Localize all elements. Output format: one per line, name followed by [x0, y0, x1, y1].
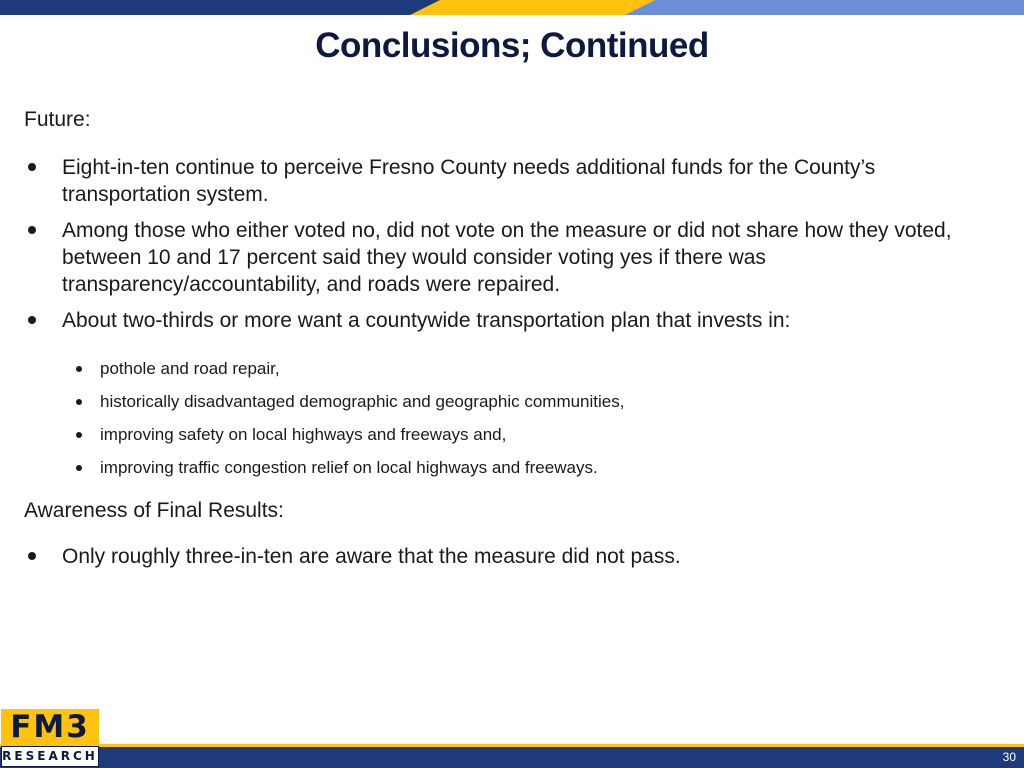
bullet-dot-icon	[28, 163, 36, 171]
bullet-dot-icon	[28, 552, 36, 560]
bullet-text: About two-thirds or more want a countywide transportation plan that invests in:	[62, 309, 791, 332]
bullet-text: Eight-in-ten continue to perceive Fresno County needs additional funds for the County’s transportation system.	[62, 156, 876, 206]
bullet-text: Only roughly three-in-ten are aware that the measure did not pass.	[62, 545, 681, 568]
bullet-dot-icon	[76, 366, 82, 372]
page-number: 30	[1002, 750, 1016, 764]
list-item	[24, 543, 1009, 570]
bullet-dot-icon	[28, 226, 36, 234]
bullet-text: Among those who either voted no, did not vote on the measure or did not share how they voted, between 10 and 17 percent said they would consider voting yes if there was transparency/accountability, and roads were repaired.	[62, 219, 952, 296]
fm3-research-logo	[1, 709, 99, 768]
list-item	[72, 457, 972, 479]
sub-bullet-text: pothole and road repair,	[100, 359, 280, 378]
bullet-dot-icon	[76, 465, 82, 471]
logo-fm3-text: FM3	[1, 709, 99, 746]
awareness-heading: Awareness of Final Results:	[24, 499, 284, 522]
list-item	[24, 307, 1009, 334]
bullet-dot-icon	[28, 316, 36, 324]
list-item	[24, 154, 1009, 208]
bullet-dot-icon	[76, 432, 82, 438]
list-item	[24, 217, 1009, 298]
future-heading: Future:	[24, 108, 91, 131]
future-bullet-list	[24, 154, 1009, 343]
sub-bullet-text: improving safety on local highways and freeways and,	[100, 425, 507, 444]
sub-bullet-text: improving traffic congestion relief on local highways and freeways.	[100, 458, 598, 477]
investment-sub-list	[72, 358, 972, 490]
top-decorative-band	[0, 0, 1024, 15]
logo-research-text: RESEARCH	[1, 746, 99, 767]
bullet-dot-icon	[76, 399, 82, 405]
list-item	[72, 358, 972, 380]
sub-bullet-text: historically disadvantaged demographic and geographic communities,	[100, 392, 625, 411]
awareness-bullet-list	[24, 543, 1009, 579]
page-title: Conclusions; Continued	[315, 26, 709, 65]
list-item	[72, 391, 972, 413]
bottom-decorative-band	[0, 744, 1024, 768]
list-item	[72, 424, 972, 446]
